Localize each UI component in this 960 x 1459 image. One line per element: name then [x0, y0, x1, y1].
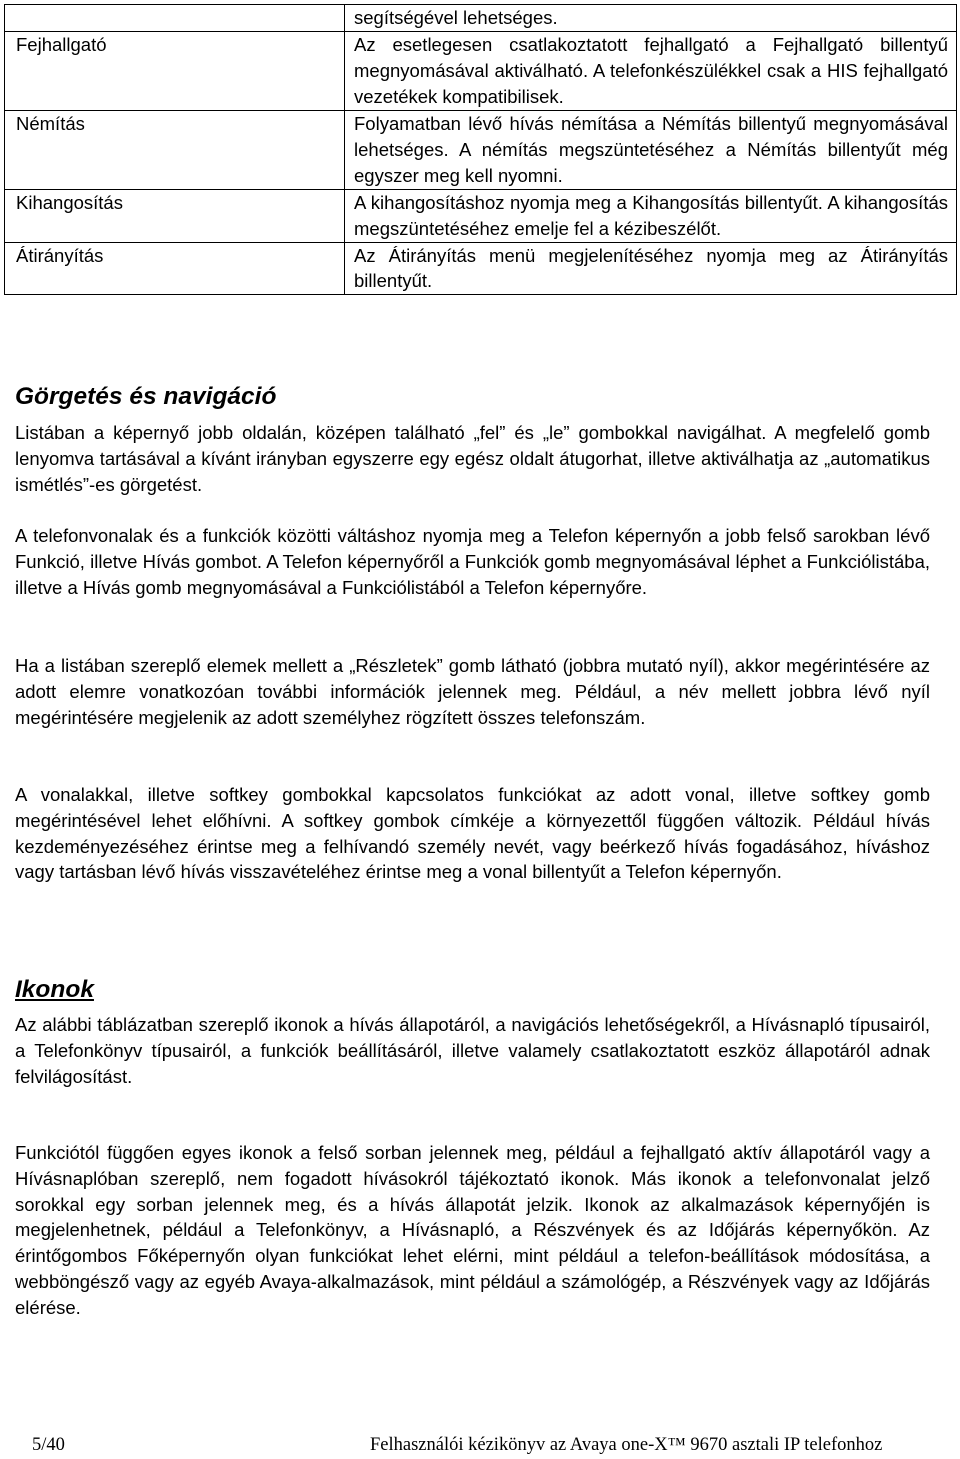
table-key-cell: Kihangosítás: [5, 190, 345, 243]
footer-title: Felhasználói kézikönyv az Avaya one-X™ 9670 asztali IP telefonhoz: [370, 1435, 883, 1455]
section-heading-scrolling: Görgetés és navigáció: [15, 383, 277, 410]
table-key-cell: [5, 5, 345, 32]
table-value-cell: Az esetlegesen csatlakoztatott fejhallgató a Fejhallgató billentyű megnyomásával aktiválható. A telefonkészülékkel csak a HIS fejhallgató vezetékek kompatibilisek.: [345, 32, 957, 111]
section-heading-icons: Ikonok: [15, 976, 94, 1003]
table-value-cell: Az Átirányítás menü megjelenítéséhez nyomja meg az Átirányítás billentyűt.: [345, 242, 957, 295]
paragraph: Listában a képernyő jobb oldalán, középen található „fel” és „le” gombokkal navigálhat. A megfelelő gomb lenyomva tartásával a kívánt irányban egyszerre egy egész oldalt átugorhat, illetve aktiválhatja az „automatikus ismétlés”-es görgetést.: [15, 422, 930, 495]
table-value-cell: Folyamatban lévő hívás némítása a Némítás billentyű megnyomásával lehetséges. A némítás megszüntetéséhez a Némítás billentyűt még egyszer meg kell nyomni.: [345, 111, 957, 190]
table-key-cell: Átirányítás: [5, 242, 345, 295]
key-function-table: [4, 4, 957, 295]
table-row: [5, 111, 957, 190]
table-key-cell: Némítás: [5, 111, 345, 190]
paragraph: A telefonvonalak és a funkciók közötti váltáshoz nyomja meg a Telefon képernyőn a jobb felső sarokban lévő Funkció, illetve Hívás gombot. A Telefon képernyőről a Funkciók gomb megnyomásával léphet a Funkciólistába, illetve a Hívás gomb megnyomásával a Funkciólistából a Telefon képernyőre.: [15, 525, 930, 598]
table-row: [5, 32, 957, 111]
paragraph: A vonalakkal, illetve softkey gombokkal kapcsolatos funkciókat az adott vonal, illetve softkey gomb megérintésével lehet előhívni. A softkey gombok címkéje a környezettől függően változik. Például hívás kezdeményezéséhez érintse meg a felhívandó személy nevét, vagy beérkező hívás fogadásához, híváshoz vagy tartásban lévő hívás visszavételéhez érintse meg a vonal billentyűt a Telefon képernyőn.: [15, 784, 930, 883]
table-value-cell: A kihangosításhoz nyomja meg a Kihangosítás billentyűt. A kihangosítás megszüntetéséhez emelje fel a kézibeszélőt.: [345, 190, 957, 243]
table-row: [5, 242, 957, 295]
table-key-cell: Fejhallgató: [5, 32, 345, 111]
table-row: [5, 5, 957, 32]
paragraph: Az alábbi táblázatban szereplő ikonok a hívás állapotáról, a navigációs lehetőségekről, a Hívásnapló típusairól, a Telefonkönyv típusairól, a funkciók beállításáról, illetve valamely csatlakoztatott eszköz állapotáról adnak felvilágosítást.: [15, 1014, 930, 1087]
paragraph: Ha a listában szereplő elemek mellett a „Részletek” gomb látható (jobbra mutató nyíl), akkor megérintésére az adott elemre vonatkozóan további információk jelennek meg. Például, a név mellett jobbra lévő nyíl megérintésére megjelenik az adott személyhez rögzített összes telefonszám.: [15, 655, 930, 728]
paragraph: Funkciótól függően egyes ikonok a felső sorban jelennek meg, például a fejhallgató aktív állapotáról vagy a Hívásnaplóban szereplő, nem fogadott hívásokról tájékoztató ikonok. Más ikonok a telefonvonalat jelző sorokkal egy sorban jelennek meg, és a hívás állapotát jelzik. Ikonok az alkalmazások képernyőjén is megjelenhetnek, például a Telefonkönyv, a Hívásnapló, a Részvények és az Időjárás képernyőkön. Az érintőgombos Főképernyőn olyan funkciókat lehet elérni, mint például a telefon-beállítások módosítása, a webböngésző vagy az egyéb Avaya-alkalmazások, mint például a számológép, a Részvények vagy az Időjárás elérése.: [15, 1142, 930, 1318]
table-row: [5, 190, 957, 243]
table-value-cell: segítségével lehetséges.: [345, 5, 957, 32]
page-number: 5/40: [32, 1435, 65, 1455]
